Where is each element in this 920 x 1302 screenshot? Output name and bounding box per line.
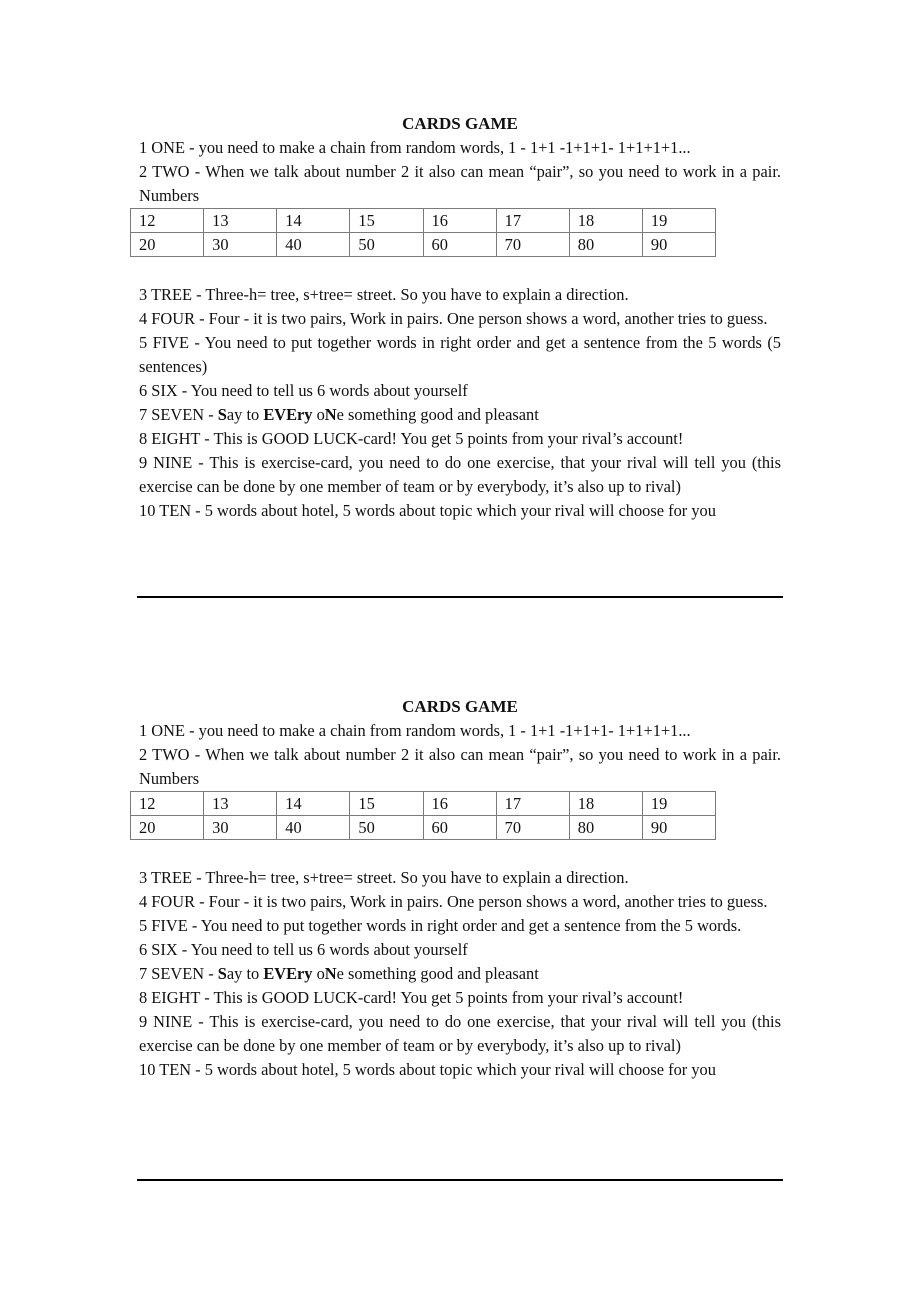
rule-ten: 10 TEN - 5 words about hotel, 5 words about topic which your rival will choose for you bbox=[139, 1060, 716, 1079]
cards-game-section-1 bbox=[139, 112, 781, 523]
rule-six: 6 SIX - You need to tell us 6 words about yourself bbox=[139, 381, 468, 400]
table-row bbox=[131, 233, 716, 257]
bold-word: EVEry bbox=[263, 964, 313, 983]
table-cell: 13 bbox=[204, 792, 277, 816]
table-cell: 19 bbox=[642, 209, 715, 233]
spacer bbox=[139, 257, 781, 283]
table-cell: 80 bbox=[569, 816, 642, 840]
rule-seven bbox=[139, 962, 781, 986]
text-run: o bbox=[312, 964, 325, 983]
table-cell: 16 bbox=[423, 209, 496, 233]
rule-eight: 8 EIGHT - This is GOOD LUCK-card! You get 5 points from your rival’s account! bbox=[139, 429, 684, 448]
rule-four: 4 FOUR - Four - it is two pairs, Work in pairs. One person shows a word, another tries to guess. bbox=[139, 309, 768, 328]
horizontal-rule bbox=[137, 1179, 783, 1181]
rule-seven-prefix: 7 SEVEN - bbox=[139, 964, 218, 983]
table-row bbox=[131, 816, 716, 840]
bold-word: EVEry bbox=[263, 405, 313, 424]
table-cell: 14 bbox=[277, 209, 350, 233]
rule-two: 2 TWO - When we talk about number 2 it also can mean “pair”, so you need to work in a pair. Numbers bbox=[139, 745, 781, 788]
table-cell: 70 bbox=[496, 816, 569, 840]
section-title: CARDS GAME bbox=[402, 114, 518, 133]
table-cell: 15 bbox=[350, 209, 423, 233]
table-cell: 20 bbox=[131, 233, 204, 257]
text-run: e something good and pleasant bbox=[336, 964, 539, 983]
bold-letter: N bbox=[324, 964, 337, 983]
rule-seven-prefix: 7 SEVEN - bbox=[139, 405, 218, 424]
table-cell: 18 bbox=[569, 792, 642, 816]
table-row bbox=[131, 792, 716, 816]
text-run: e something good and pleasant bbox=[336, 405, 539, 424]
table-cell: 80 bbox=[569, 233, 642, 257]
table-cell: 70 bbox=[496, 233, 569, 257]
cards-game-section-2 bbox=[139, 695, 781, 1082]
table-cell: 15 bbox=[350, 792, 423, 816]
table-cell: 90 bbox=[642, 233, 715, 257]
table-cell: 18 bbox=[569, 209, 642, 233]
rule-ten: 10 TEN - 5 words about hotel, 5 words about topic which your rival will choose for you bbox=[139, 501, 716, 520]
table-cell: 17 bbox=[496, 792, 569, 816]
table-row bbox=[131, 209, 716, 233]
rule-three: 3 TREE - Three-h= tree, s+tree= street. So you have to explain a direction. bbox=[139, 868, 629, 887]
rule-one: 1 ONE - you need to make a chain from random words, 1 - 1+1 -1+1+1- 1+1+1+1... bbox=[139, 138, 691, 157]
text-run: ay to bbox=[226, 964, 264, 983]
rule-one: 1 ONE - you need to make a chain from random words, 1 - 1+1 -1+1+1- 1+1+1+1... bbox=[139, 721, 691, 740]
rule-five: 5 FIVE - You need to put together words in right order and get a sentence from the 5 words (5 sentences) bbox=[139, 333, 781, 376]
spacer bbox=[139, 840, 781, 866]
rule-five: 5 FIVE - You need to put together words in right order and get a sentence from the 5 words. bbox=[139, 916, 742, 935]
table-cell: 60 bbox=[423, 233, 496, 257]
table-cell: 40 bbox=[277, 816, 350, 840]
table-cell: 13 bbox=[204, 209, 277, 233]
table-cell: 20 bbox=[131, 816, 204, 840]
table-cell: 12 bbox=[131, 209, 204, 233]
table-cell: 30 bbox=[204, 816, 277, 840]
table-cell: 17 bbox=[496, 209, 569, 233]
horizontal-rule bbox=[137, 596, 783, 598]
rule-nine: 9 NINE - This is exercise-card, you need to do one exercise, that your rival will tell you (this exercise can be done by one member of team or by everybody, it’s also up to rival) bbox=[139, 453, 781, 496]
rule-nine: 9 NINE - This is exercise-card, you need to do one exercise, that your rival will tell you (this exercise can be done by one member of team or by everybody, it’s also up to rival) bbox=[139, 1012, 781, 1055]
numbers-table bbox=[130, 208, 716, 257]
table-cell: 16 bbox=[423, 792, 496, 816]
text-run: ay to bbox=[226, 405, 264, 424]
table-cell: 19 bbox=[642, 792, 715, 816]
rule-six: 6 SIX - You need to tell us 6 words about yourself bbox=[139, 940, 468, 959]
rule-seven bbox=[139, 403, 781, 427]
numbers-table bbox=[130, 791, 716, 840]
section-title: CARDS GAME bbox=[402, 697, 518, 716]
bold-letter: S bbox=[217, 405, 227, 424]
rule-four: 4 FOUR - Four - it is two pairs, Work in pairs. One person shows a word, another tries to guess. bbox=[139, 892, 768, 911]
text-run: o bbox=[312, 405, 325, 424]
table-cell: 50 bbox=[350, 816, 423, 840]
table-cell: 60 bbox=[423, 816, 496, 840]
rule-three: 3 TREE - Three-h= tree, s+tree= street. So you have to explain a direction. bbox=[139, 285, 629, 304]
bold-letter: S bbox=[217, 964, 227, 983]
table-cell: 90 bbox=[642, 816, 715, 840]
table-cell: 50 bbox=[350, 233, 423, 257]
rule-eight: 8 EIGHT - This is GOOD LUCK-card! You get 5 points from your rival’s account! bbox=[139, 988, 684, 1007]
table-cell: 14 bbox=[277, 792, 350, 816]
table-cell: 12 bbox=[131, 792, 204, 816]
bold-letter: N bbox=[324, 405, 337, 424]
rule-two: 2 TWO - When we talk about number 2 it also can mean “pair”, so you need to work in a pair. Numbers bbox=[139, 162, 781, 205]
table-cell: 40 bbox=[277, 233, 350, 257]
table-cell: 30 bbox=[204, 233, 277, 257]
